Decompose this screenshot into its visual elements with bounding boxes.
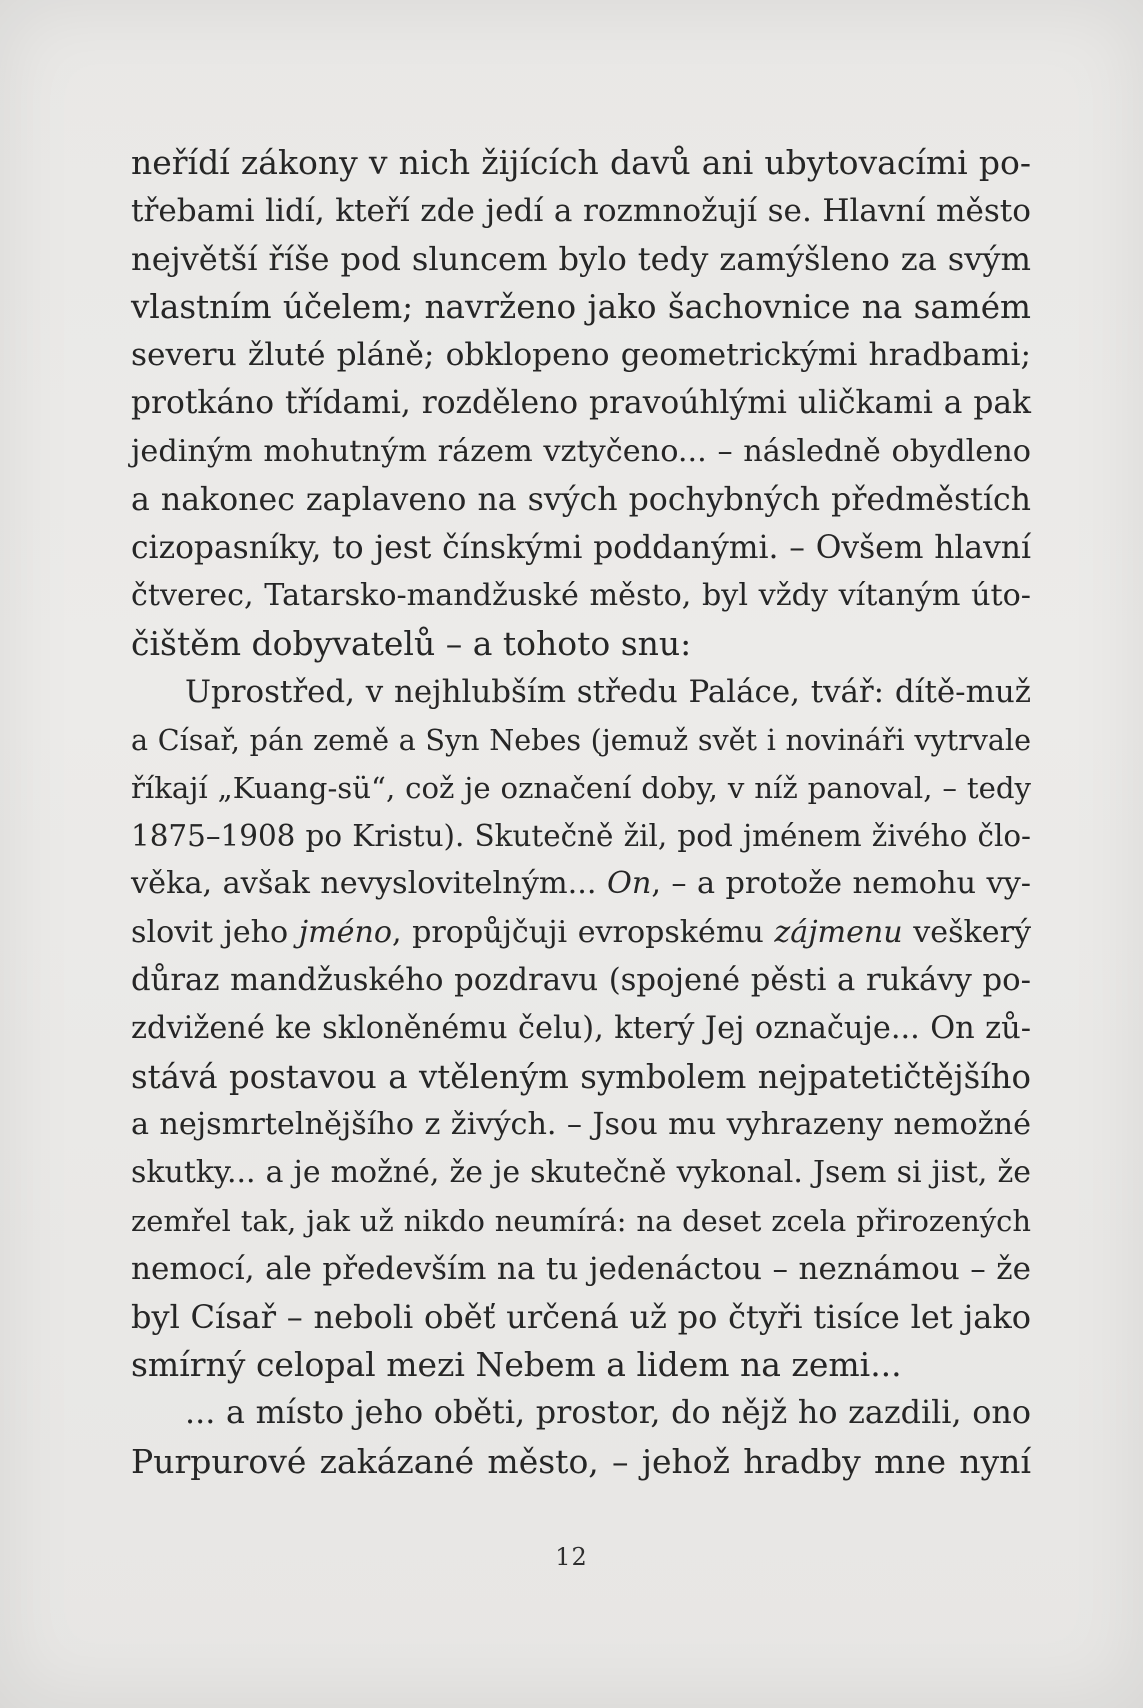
text-line: a nejsmrtelnějšího z živých. – Jsou mu vyhrazeny nemožné	[131, 1106, 1031, 1142]
italic-word: zájmenu	[774, 914, 903, 950]
text-span: , propůjčuji evropskému	[392, 914, 775, 950]
text-line	[131, 860, 1031, 908]
text-span: veškerý	[902, 914, 1032, 950]
text-span: slovit jeho	[131, 914, 299, 950]
text-line: největší říše pod sluncem bylo tedy zamýšleno za svým	[131, 240, 1031, 279]
text-line: ... a místo jeho oběti, prostor, do nějž ho zazdili, ono	[185, 1394, 1031, 1432]
text-line: protkáno třídami, rozděleno pravoúhlými uličkami a pak	[131, 385, 1031, 422]
text-line: a Císař, pán země a Syn Nebes (jemuž svět i novináři vytrvale	[131, 723, 1031, 758]
text-line	[131, 909, 1031, 957]
text-line: čištěm dobyvatelů – a tohoto snu:	[131, 623, 692, 663]
text-line: neřídí zákony v nich žijících davů ani ubytovacími po-	[131, 143, 1031, 182]
body-text	[131, 139, 1031, 1486]
text-line: a nakonec zaplaveno na svých pochybných předměstích	[131, 481, 1031, 518]
text-line: říkají „Kuang-sü“, což je označení doby, v níž panoval, – tedy	[131, 771, 1031, 806]
text-line: vlastním účelem; navrženo jako šachovnice na samém	[131, 288, 1031, 327]
text-line: zdvižené ke skloněnému čelu), který Jej označuje... On zů-	[131, 1010, 1031, 1046]
text-line: skutky... a je možné, že je skutečně vykonal. Jsem si jist, že	[131, 1154, 1031, 1190]
text-line: Uprostřed, v nejhlubším středu Paláce, tvář: dítě-muž	[185, 674, 1031, 711]
text-line: čtverec, Tatarsko-mandžuské město, byl vždy vítaným úto-	[131, 577, 1031, 613]
page-number: 12	[555, 1543, 588, 1571]
text-line: smírný celopal mezi Nebem a lidem na zemi...	[131, 1345, 902, 1385]
text-line: 1875–1908 po Kristu). Skutečně žil, pod jménem živého člo-	[131, 819, 1031, 854]
text-line: stává postavou a vtěleným symbolem nejpatetičtějšího	[131, 1057, 1031, 1096]
italic-word: jméno	[298, 914, 392, 950]
text-line: byl Císař – neboli oběť určená už po čtyři tisíce let jako	[131, 1298, 1031, 1337]
text-line: Purpurové zakázané město, – jehož hradby mne nyní	[131, 1441, 1031, 1481]
text-line: severu žluté pláně; obklopeno geometrickými hradbami;	[131, 337, 1031, 374]
text-line: jediným mohutným rázem vztyčeno... – následně obydleno	[131, 433, 1031, 469]
text-line: třebami lidí, kteří zde jedí a rozmnožují se. Hlavní město	[131, 193, 1031, 230]
text-line: nemocí, ale především na tu jedenáctou – neznámou – že	[131, 1251, 1031, 1288]
text-span: věka, avšak nevyslovitelným...	[131, 866, 607, 902]
italic-word: On	[606, 866, 652, 902]
text-line: cizopasníky, to jest čínskými poddanými. – Ovšem hlavní	[131, 529, 1031, 566]
text-span: , – a protože nemohu vy-	[651, 866, 1031, 902]
text-line: zemřel tak, jak už nikdo neumírá: na deset zcela přirozených	[131, 1204, 1031, 1239]
text-line: důraz mandžuského pozdravu (spojené pěsti a rukávy po-	[131, 962, 1031, 998]
